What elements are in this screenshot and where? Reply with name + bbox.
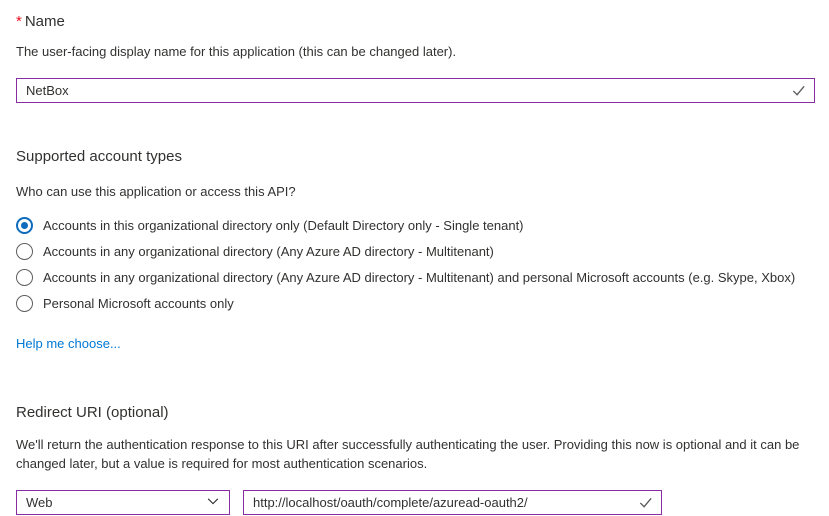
name-input-wrapper: [16, 78, 815, 103]
platform-select-value: Web: [26, 495, 53, 510]
name-label: [16, 11, 815, 32]
radio-label: Accounts in any organizational directory (Any Azure AD directory - Multitenant): [43, 243, 494, 259]
platform-select[interactable]: [16, 490, 230, 515]
radio-icon[interactable]: [16, 269, 33, 286]
name-section: [16, 11, 815, 103]
chevron-down-icon: [206, 494, 220, 511]
radio-label: Personal Microsoft accounts only: [43, 295, 234, 311]
redirect-uri-input-wrapper: [243, 490, 662, 515]
required-asterisk: *: [16, 13, 22, 30]
radio-option-personal-only[interactable]: [16, 290, 815, 316]
radio-option-multitenant[interactable]: [16, 238, 815, 264]
radio-option-multitenant-personal[interactable]: [16, 264, 815, 290]
help-me-choose-link[interactable]: Help me choose...: [16, 336, 121, 351]
redirect-uri-input[interactable]: [244, 491, 638, 514]
account-types-question: Who can use this application or access this API?: [16, 184, 296, 199]
radio-label: Accounts in any organizational directory (Any Azure AD directory - Multitenant) and personal Microsoft accounts (e.g. Skype, Xbox): [43, 269, 796, 285]
redirect-uri-title: Redirect URI (optional): [16, 404, 169, 421]
supported-account-types-title: Supported account types: [16, 148, 182, 165]
name-label-text: Name: [24, 13, 65, 30]
name-description: The user-facing display name for this application (this can be changed later).: [16, 44, 457, 59]
radio-icon[interactable]: [16, 243, 33, 260]
redirect-uri-section: [16, 402, 815, 515]
name-input[interactable]: [17, 79, 791, 102]
checkmark-icon: [791, 83, 806, 98]
checkmark-icon: [638, 495, 653, 510]
radio-icon[interactable]: [16, 217, 33, 234]
supported-account-types-section: [16, 146, 815, 353]
redirect-uri-row: [16, 490, 815, 515]
account-types-radio-group: [16, 212, 815, 316]
radio-option-single-tenant[interactable]: [16, 212, 815, 238]
radio-label: Accounts in this organizational directory only (Default Directory only - Single tenant): [43, 217, 524, 233]
radio-icon[interactable]: [16, 295, 33, 312]
redirect-uri-description: We'll return the authentication response to this URI after successfully authenticating the user. Providing this now is optional and it can be changed later, but a value is required for most authentication scenarios.: [16, 437, 800, 471]
